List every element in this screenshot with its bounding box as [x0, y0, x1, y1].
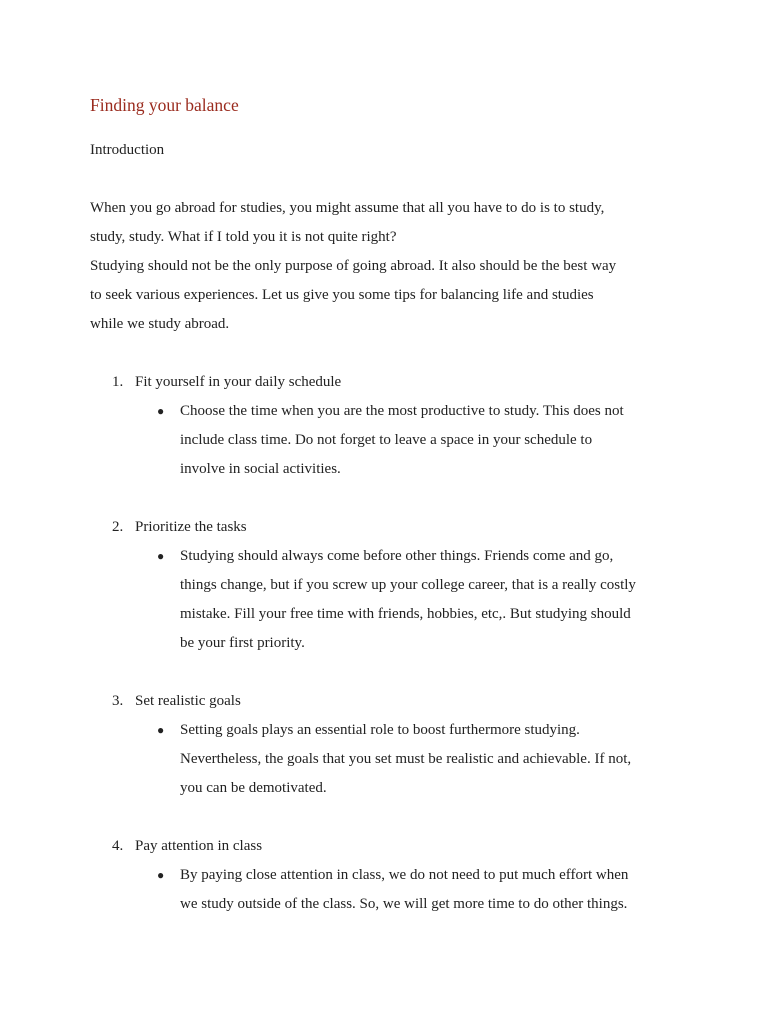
list-item-number: 3.: [112, 693, 124, 709]
bullet-line: Studying should always come before other things. Friends come and go,: [180, 548, 614, 564]
paragraph-line: to seek various experiences. Let us give you some tips for balancing life and studies: [90, 287, 594, 303]
list-item-title: Pay attention in class: [135, 838, 263, 854]
bullet-line: involve in social activities.: [180, 461, 341, 477]
bullet-line: Choose the time when you are the most productive to study. This does not: [180, 403, 624, 419]
intro-paragraph-1: [90, 194, 670, 252]
bullet-icon: ●: [157, 404, 165, 418]
bullet-line: we study outside of the class. So, we will get more time to do other things.: [180, 896, 628, 912]
bullet-line: include class time. Do not forget to leave a space in your schedule to: [180, 432, 593, 448]
bullet-line: you can be demotivated.: [180, 780, 327, 796]
bullet-icon: ●: [157, 549, 165, 563]
list-item-title: Fit yourself in your daily schedule: [135, 374, 342, 390]
list-item-title: Set realistic goals: [135, 693, 241, 709]
paragraph-line: while we study abroad.: [90, 316, 230, 332]
list-item-number: 2.: [112, 519, 124, 535]
list-item-number: 1.: [112, 374, 124, 390]
bullet-icon: ●: [157, 723, 165, 737]
paragraph-line: study, study. What if I told you it is not quite right?: [90, 229, 397, 245]
bullet-line: By paying close attention in class, we do not need to put much effort when: [180, 867, 629, 883]
bullet-line: be your first priority.: [180, 635, 305, 651]
list-item-title: Prioritize the tasks: [135, 519, 247, 535]
bullet-text: [180, 397, 680, 484]
bullet-text: [180, 716, 680, 803]
list-item-number: 4.: [112, 838, 124, 854]
paragraph-line: Studying should not be the only purpose of going abroad. It also should be the best way: [90, 258, 617, 274]
bullet-icon: ●: [157, 868, 165, 882]
bullet-line: things change, but if you screw up your college career, that is a really costly: [180, 577, 636, 593]
intro-paragraph-2: [90, 252, 670, 339]
section-heading-introduction: Introduction: [90, 142, 165, 158]
bullet-line: mistake. Fill your free time with friends, hobbies, etc,. But studying should: [180, 606, 631, 622]
paragraph-line: When you go abroad for studies, you might assume that all you have to do is to study,: [90, 200, 605, 216]
bullet-text: [180, 542, 680, 658]
bullet-line: Nevertheless, the goals that you set must be realistic and achievable. If not,: [180, 751, 632, 767]
bullet-line: Setting goals plays an essential role to boost furthermore studying.: [180, 722, 580, 738]
page-title: Finding your balance: [90, 95, 239, 115]
bullet-text: [180, 861, 680, 919]
